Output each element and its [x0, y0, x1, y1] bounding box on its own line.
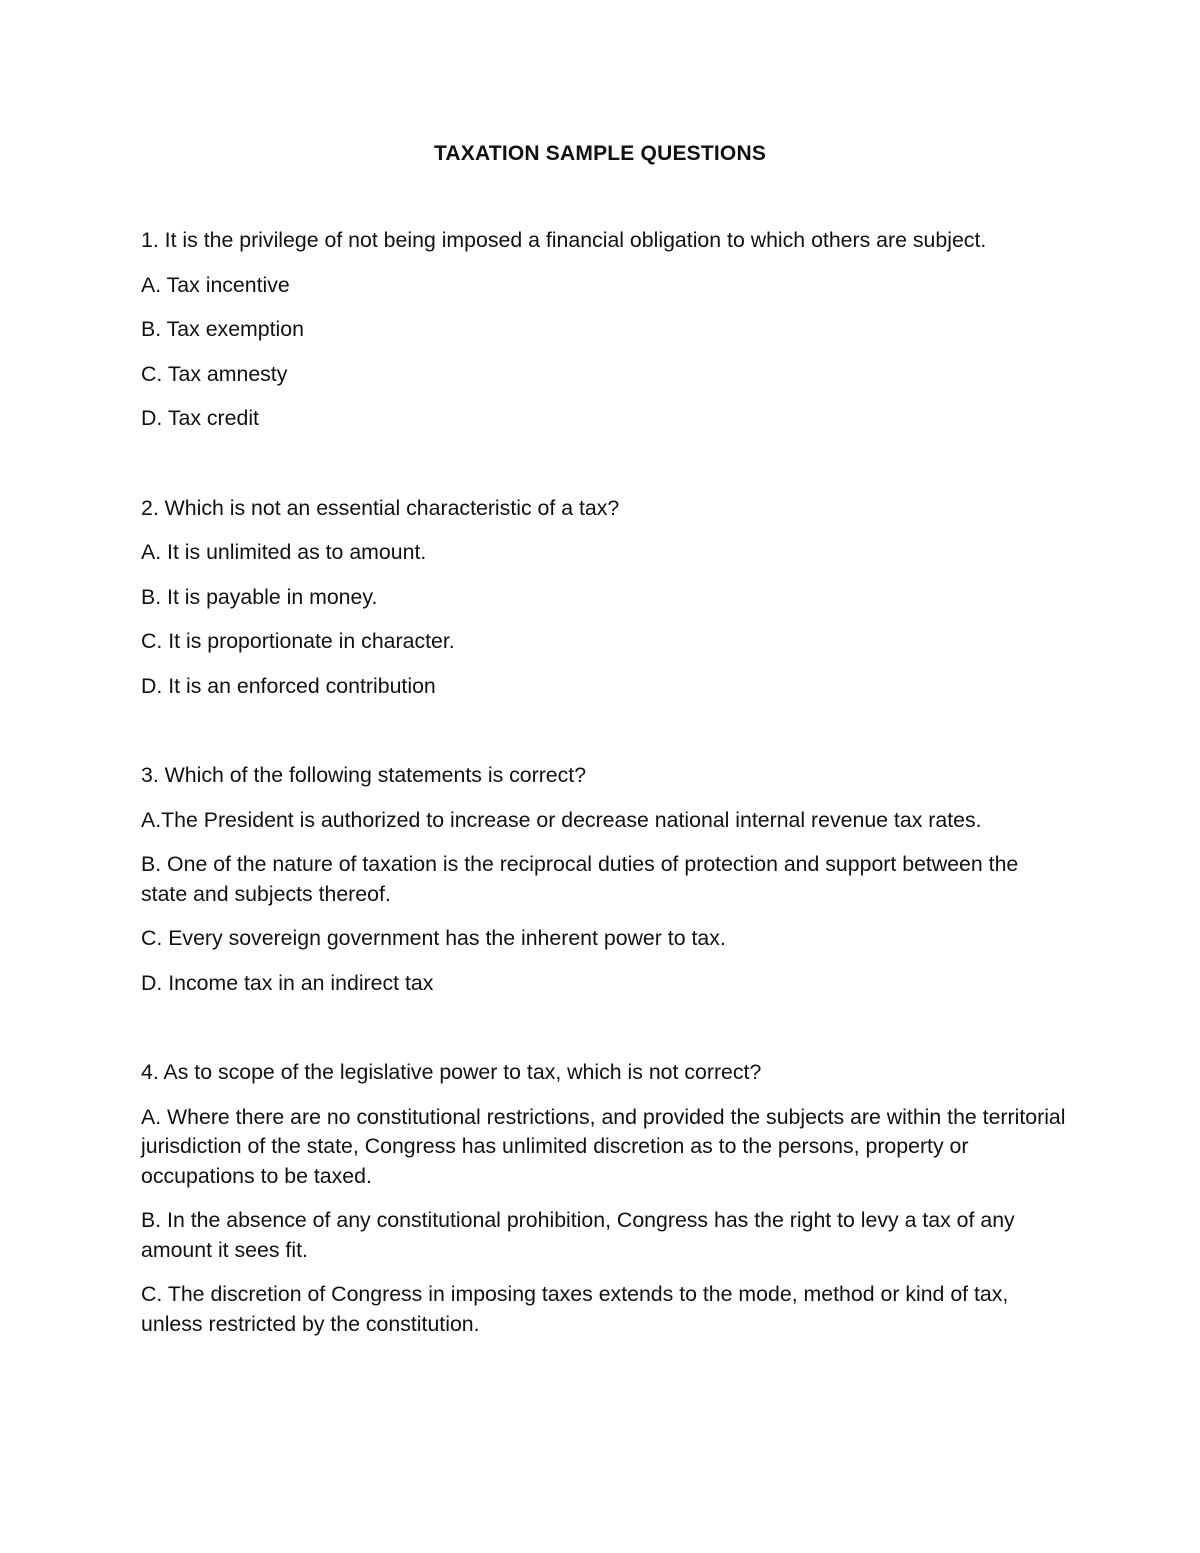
question-1 — [141, 226, 1066, 434]
option-c: C. It is proportionate in character. — [141, 629, 455, 653]
option-d: D. It is an enforced contribution — [141, 673, 436, 698]
option-b: B. Tax exemption — [141, 317, 304, 341]
question-text: 3. Which of the following statements is correct? — [141, 763, 587, 787]
question-2 — [141, 494, 1066, 702]
option-b: B. In the absence of any constitutional prohibition, Congress has the right to levy a tax of any amount it sees fit. — [141, 1208, 1015, 1262]
spacer — [141, 449, 1066, 494]
option-d: D. Income tax in an indirect tax — [141, 970, 434, 995]
question-3 — [141, 761, 1066, 998]
spacer — [141, 716, 1066, 761]
question-text: 2. Which is not an essential characteristic of a tax? — [141, 495, 620, 520]
questions-list — [141, 226, 1066, 1354]
question-4 — [141, 1058, 1066, 1339]
option-a: A. Tax incentive — [141, 272, 290, 297]
spacer — [141, 1013, 1066, 1058]
option-a: A.The President is authorized to increase or decrease national internal revenue tax rates. — [141, 807, 982, 832]
option-b: B. One of the nature of taxation is the reciprocal duties of protection and support between the state and subjects thereof. — [141, 852, 1019, 906]
option-b: B. It is payable in money. — [141, 584, 378, 609]
option-a: A. It is unlimited as to amount. — [141, 540, 427, 564]
question-text: 1. It is the privilege of not being imposed a financial obligation to which others are subject. — [141, 228, 987, 252]
option-c: C. The discretion of Congress in imposing taxes extends to the mode, method or kind of tax, unless restricted by the constitution. — [141, 1282, 1009, 1336]
document-title: TAXATION SAMPLE QUESTIONS — [433, 142, 767, 165]
option-c: C. Tax amnesty — [141, 361, 288, 386]
question-text: 4. As to scope of the legislative power to tax, which is not correct? — [141, 1060, 762, 1084]
option-a: A. Where there are no constitutional restrictions, and provided the subjects are within the territorial jurisdiction of the state, Congress has unlimited discretion as to the persons, property or occupations to be taxed. — [141, 1104, 1066, 1188]
option-d: D. Tax credit — [141, 406, 259, 430]
option-c: C. Every sovereign government has the inherent power to tax. — [141, 926, 726, 950]
